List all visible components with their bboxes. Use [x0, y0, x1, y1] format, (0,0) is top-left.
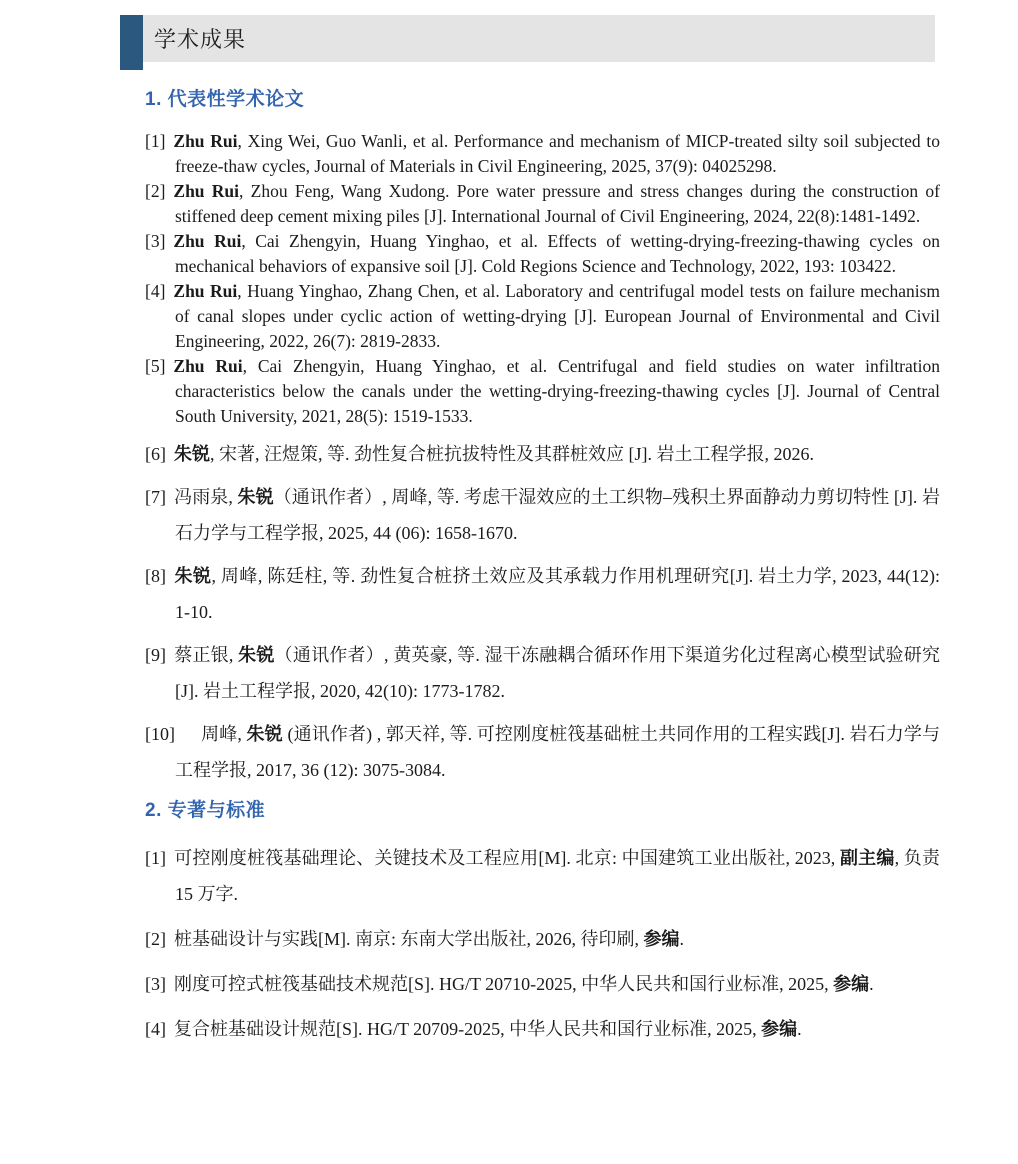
- reference-author-highlight: 朱锐: [174, 444, 210, 464]
- reference-author-highlight: 副主编: [839, 848, 895, 868]
- reference-marker: [4]: [145, 1019, 166, 1039]
- reference-text: .: [797, 1019, 802, 1039]
- reference-marker: [8]: [145, 566, 166, 586]
- section-representative-papers: [145, 84, 940, 788]
- reference-marker: [2]: [145, 929, 166, 949]
- document-content: [120, 84, 940, 1047]
- reference-text: , 负责 15 万字.: [175, 848, 941, 904]
- reference-author-highlight: 朱锐: [238, 645, 275, 665]
- reference-author-highlight: 参编: [643, 929, 680, 949]
- monographs-reference-list: [145, 840, 940, 1047]
- reference-item: [145, 229, 940, 279]
- reference-marker: [10]: [145, 724, 175, 744]
- reference-author-highlight: Zhu Rui: [173, 356, 243, 376]
- reference-author-highlight: 朱锐: [246, 724, 283, 744]
- reference-item: [145, 558, 940, 630]
- reference-text: (通讯作者) , 郭天祥, 等. 可控刚度桩筏基础桩土共同作用的工程实践[J]. 岩石力学与工程学报, 2017, 36 (12): 3075-3084.: [175, 724, 941, 780]
- reference-author-highlight: 朱锐: [174, 566, 212, 586]
- reference-text: , Huang Yinghao, Zhang Chen, et al. Laboratory and centrifugal model tests on failure mechanism of canal slopes under cyclic action of wetting-drying [J]. European Journal of Environmental and Civil Engineering, 2022, 26(7): 2819-2833.: [175, 281, 941, 351]
- reference-text: , Zhou Feng, Wang Xudong. Pore water pressure and stress changes during the construction of stiffened deep cement mixing piles [J]. International Journal of Civil Engineering, 2024, 22(8):1481-1492.: [175, 181, 940, 226]
- reference-text: 可控刚度桩筏基础理论、关键技术及工程应用[M]. 北京: 中国建筑工业出版社, 2023,: [174, 848, 840, 868]
- reference-author-highlight: Zhu Rui: [173, 231, 242, 251]
- reference-item: [145, 1011, 940, 1047]
- reference-text: , 周峰, 陈廷柱, 等. 劲性复合桩挤土效应及其承载力作用机理研究[J]. 岩土力学, 2023, 44(12): 1-10.: [175, 566, 941, 622]
- reference-item: [145, 921, 940, 957]
- reference-text: 蔡正银,: [174, 645, 239, 665]
- reference-item: [145, 840, 940, 912]
- reference-marker: [7]: [145, 487, 166, 507]
- page-title: 学术成果: [154, 27, 247, 52]
- reference-item: [145, 436, 940, 472]
- reference-text: , Xing Wei, Guo Wanli, et al. Performance and mechanism of MICP-treated silty soil subjected to freeze-thaw cycles, Journal of Materials in Civil Engineering, 2025, 37(9): 04025298.: [175, 131, 940, 176]
- reference-marker: [5]: [145, 356, 166, 376]
- reference-item: [145, 479, 940, 551]
- reference-text: 复合桩基础设计规范[S]. HG/T 20709-2025, 中华人民共和国行业标准, 2025,: [174, 1019, 762, 1039]
- section-1-heading: 1. 代表性学术论文: [145, 89, 305, 110]
- reference-item: [145, 179, 940, 229]
- reference-text: , 宋著, 汪煜策, 等. 劲性复合桩抗拔特性及其群桩效应 [J]. 岩土工程学报, 2026.: [210, 444, 814, 464]
- reference-marker: [3]: [145, 974, 166, 994]
- section-2-heading: 2. 专著与标准: [145, 800, 266, 821]
- reference-item: [145, 354, 940, 429]
- reference-text: , Cai Zhengyin, Huang Yinghao, et al. Effects of wetting-drying-freezing-thawing cycles on mechanical behaviors of expansive soil [J]. Cold Regions Science and Technology, 2022, 193: 103422.: [175, 231, 940, 276]
- reference-text: 周峰,: [201, 724, 247, 744]
- reference-item: [145, 129, 940, 179]
- page-header-banner: [120, 15, 935, 62]
- reference-item: [145, 637, 940, 709]
- reference-text: （通讯作者）, 周峰, 等. 考虑干湿效应的土工织物–残积土界面静动力剪切特性 [J]. 岩石力学与工程学报, 2025, 44 (06): 1658-1670.: [175, 487, 940, 543]
- accent-bar: [120, 15, 143, 70]
- reference-marker: [1]: [145, 848, 166, 868]
- reference-marker: [9]: [145, 645, 166, 665]
- reference-author-highlight: 参编: [833, 974, 870, 994]
- reference-marker: [4]: [145, 281, 166, 301]
- reference-text: , Cai Zhengyin, Huang Yinghao, et al. Centrifugal and field studies on water infiltration characteristics below the canals under the wetting-drying-freezing-thawing cycles [J]. Journal of Central South University, 2021, 28(5): 1519-1533.: [175, 356, 941, 426]
- reference-item: [145, 966, 940, 1002]
- reference-text: 刚度可控式桩筏基础技术规范[S]. HG/T 20710-2025, 中华人民共和国行业标准, 2025,: [174, 974, 834, 994]
- reference-text: 桩基础设计与实践[M]. 南京: 东南大学出版社, 2026, 待印刷,: [174, 929, 644, 949]
- reference-item: [145, 716, 940, 788]
- reference-marker: [2]: [145, 181, 166, 201]
- reference-author-highlight: Zhu Rui: [173, 281, 238, 301]
- reference-text: .: [679, 929, 684, 949]
- reference-author-highlight: 朱锐: [237, 487, 274, 507]
- reference-author-highlight: 参编: [761, 1019, 798, 1039]
- reference-marker: [1]: [145, 131, 166, 151]
- section-monographs-standards: [145, 795, 940, 1047]
- papers-reference-list: [145, 129, 940, 788]
- reference-author-highlight: Zhu Rui: [173, 181, 240, 201]
- reference-text: （通讯作者）, 黄英豪, 等. 湿干冻融耦合循环作用下渠道劣化过程离心模型试验研究[J]. 岩土工程学报, 2020, 42(10): 1773-1782.: [175, 645, 941, 701]
- reference-text: .: [869, 974, 874, 994]
- reference-author-highlight: Zhu Rui: [173, 131, 238, 151]
- reference-item: [145, 279, 940, 354]
- reference-text: 冯雨泉,: [174, 487, 238, 507]
- reference-marker: [6]: [145, 444, 166, 464]
- reference-marker: [3]: [145, 231, 166, 251]
